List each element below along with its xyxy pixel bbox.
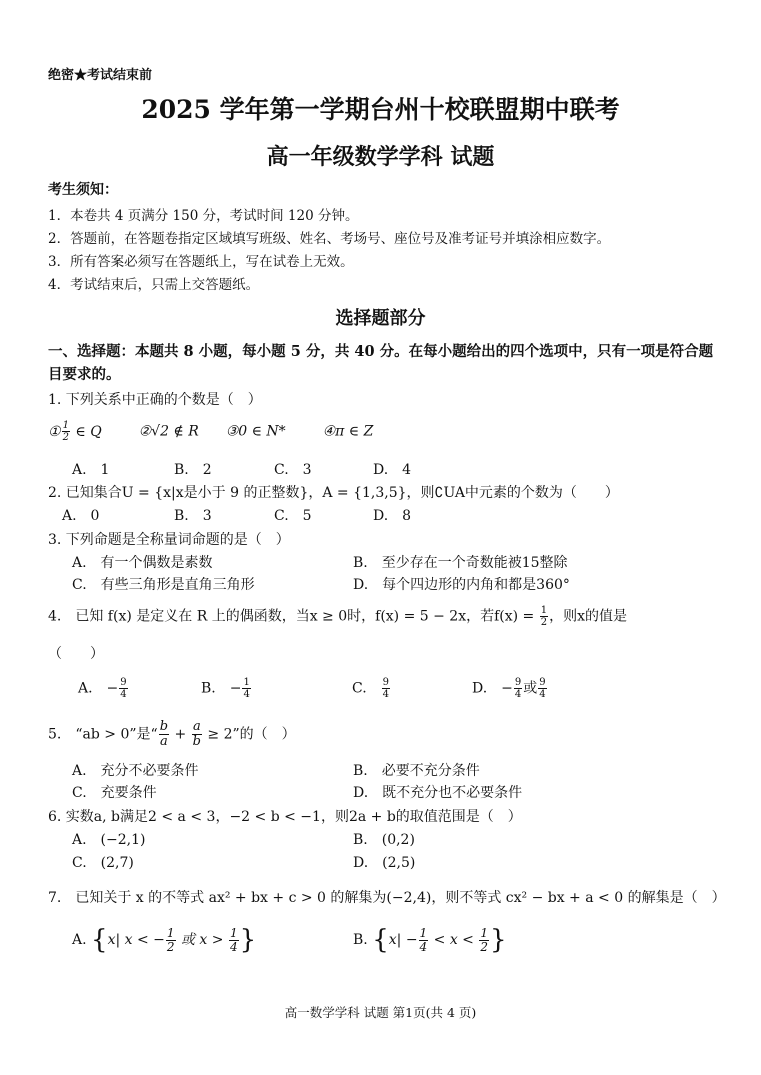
right-brace: } <box>490 925 507 955</box>
numerator: 1 <box>540 605 548 616</box>
question-4-stem <box>48 605 627 628</box>
option-c: C. 有些三角形是直角三角形 <box>72 577 255 593</box>
denominator: 4 <box>120 689 127 700</box>
fraction <box>479 927 489 954</box>
option-b: B. (0,2) <box>353 832 415 848</box>
denominator: b <box>192 734 201 749</box>
option-c: C. 3 <box>274 462 312 478</box>
numerator: a <box>192 719 201 734</box>
stem-text: ≥ 2”的（ ） <box>202 726 296 743</box>
numerator: 1 <box>229 925 238 940</box>
plus-sign: + <box>170 726 191 743</box>
fraction <box>382 677 390 700</box>
set-text: x| − <box>388 932 418 948</box>
option-a: A. (−2,1) <box>72 832 146 848</box>
option-label: A. − <box>78 680 119 697</box>
option-a: A. 充分不必要条件 <box>72 763 199 779</box>
question-7-stem: 7. 已知关于 x 的不等式 ax² + bx + c > 0 的解集为(−2,4)，则不等式 cx² − bx + a < 0 的解集是（ ） <box>48 890 726 906</box>
set-text: x| x < − <box>107 932 165 948</box>
notice-item: 3．所有答案必须写在答题纸上，写在试卷上无效。 <box>48 254 354 270</box>
page-footer: 高一数学学科 试题 第1页(共 4 页) <box>284 1005 477 1020</box>
option-a <box>72 925 256 955</box>
option-c: C. 充要条件 <box>72 785 157 801</box>
option-c: C. (2,7) <box>72 855 134 871</box>
question-2-stem: 2. 已知集合U = {x|x是小于 9 的正整数}，A = {1,3,5}，则∁UA中元素的个数为（ ） <box>48 485 619 501</box>
fraction <box>192 720 202 749</box>
set-text: < x < <box>429 932 479 948</box>
option-b: B. 必要不充分条件 <box>353 763 480 779</box>
option-label: A. <box>72 932 87 948</box>
option-b <box>353 925 507 955</box>
left-brace: { <box>372 925 389 955</box>
option-label: C. <box>352 680 381 697</box>
numerator: 9 <box>539 677 546 688</box>
fraction <box>514 677 522 700</box>
option-b <box>201 677 252 700</box>
option-label: D. − <box>472 680 513 697</box>
numerator: 9 <box>120 677 127 688</box>
option-d: D. 既不充分也不必要条件 <box>353 785 523 801</box>
numerator: 1 <box>166 925 175 940</box>
notice-item: 2．答题前，在答题卷指定区域填写班级、姓名、考场号、座位号及准考证号并填涂相应数字。 <box>48 231 611 247</box>
relation-3: ③0 ∈ N* <box>225 423 286 440</box>
numerator: 1 <box>62 420 69 431</box>
denominator: 4 <box>514 689 522 700</box>
option-a: A. 1 <box>72 462 110 478</box>
option-a: A. 有一个偶数是素数 <box>72 555 213 571</box>
option-d: D. (2,5) <box>353 855 416 871</box>
relation-1-rest: ∈ Q <box>70 423 102 440</box>
numerator: 1 <box>480 925 488 940</box>
set-text: 或 x > <box>176 932 228 948</box>
stem-text: 4. 已知 f(x) 是定义在 R 上的偶函数，当x ≥ 0时，f(x) = 5 − 2x，若f(x) = <box>48 608 539 625</box>
notice-item: 1．本卷共 4 页满分 150 分，考试时间 120 分钟。 <box>48 208 359 224</box>
option-c: C. 5 <box>274 508 312 524</box>
option-b: B. 3 <box>174 508 212 524</box>
numerator: 1 <box>419 925 428 940</box>
denominator: 2 <box>480 939 488 954</box>
question-5-stem <box>48 720 296 749</box>
option-a: A. 0 <box>62 508 100 524</box>
section-title: 选择题部分 <box>335 308 426 329</box>
exam-subtitle: 高一年级数学学科 试题 <box>266 144 495 170</box>
denominator: a <box>159 734 168 749</box>
denominator: 2 <box>540 617 548 628</box>
relation-1-index: ① <box>48 423 61 440</box>
denominator: 4 <box>243 689 250 700</box>
denominator: 4 <box>419 939 428 954</box>
relation-1 <box>48 420 106 443</box>
part-heading: 一、选择题：本题共 8 小题，每小题 5 分，共 40 分。在每小题给出的四个选项中，只有一项是符合题目要求的。 <box>48 343 714 383</box>
fraction <box>62 420 70 443</box>
fraction <box>166 927 176 954</box>
option-label: B. − <box>201 680 242 697</box>
question-1-relations <box>48 420 373 443</box>
option-c <box>352 677 391 700</box>
denominator: 4 <box>539 689 546 700</box>
fraction <box>540 605 548 628</box>
option-b: B. 至少存在一个奇数能被15整除 <box>353 555 568 571</box>
fraction <box>419 927 429 954</box>
option-a <box>78 677 129 700</box>
numerator: 9 <box>514 677 522 688</box>
option-label: B. <box>353 932 368 948</box>
denominator: 4 <box>229 939 238 954</box>
question-4-paren: （ ） <box>48 646 104 662</box>
fraction <box>229 927 239 954</box>
question-6-stem: 6. 实数a, b满足2 < a < 3，−2 < b < −1，则2a + b的取值范围是（ ） <box>48 809 522 825</box>
numerator: 9 <box>382 677 390 688</box>
question-1-stem: 1. 下列关系中正确的个数是（ ） <box>48 392 262 408</box>
relation-2: ②√2 ∉ R <box>138 423 199 440</box>
option-connector: 或 <box>523 680 538 697</box>
stem-text: 5. “ab > 0”是“ <box>48 726 158 743</box>
numerator: b <box>159 719 169 734</box>
option-d: D. 4 <box>373 462 412 478</box>
stem-text: ，则x的值是 <box>549 608 628 625</box>
right-brace: } <box>239 925 257 955</box>
fraction <box>119 677 127 700</box>
fraction <box>242 677 250 700</box>
denominator: 2 <box>166 939 175 954</box>
question-3-stem: 3. 下列命题是全称量词命题的是（ ） <box>48 532 290 548</box>
option-d: D. 每个四边形的内角和都是360° <box>353 577 570 593</box>
option-b: B. 2 <box>174 462 212 478</box>
fraction <box>159 720 169 749</box>
left-brace: { <box>91 925 108 955</box>
confidential-label: 绝密★考试结束前 <box>48 68 153 83</box>
denominator: 4 <box>382 689 390 700</box>
denominator: 2 <box>62 432 69 443</box>
option-d <box>472 677 548 700</box>
relation-4: ④π ∈ Z <box>322 423 374 440</box>
notice-heading: 考生须知： <box>48 182 118 198</box>
notice-item: 4．考试结束后，只需上交答题纸。 <box>48 277 260 293</box>
numerator: 1 <box>243 677 250 688</box>
fraction <box>538 677 546 700</box>
exam-title: 2025 学年第一学期台州十校联盟期中联考 <box>141 95 620 124</box>
option-d: D. 8 <box>373 508 412 524</box>
